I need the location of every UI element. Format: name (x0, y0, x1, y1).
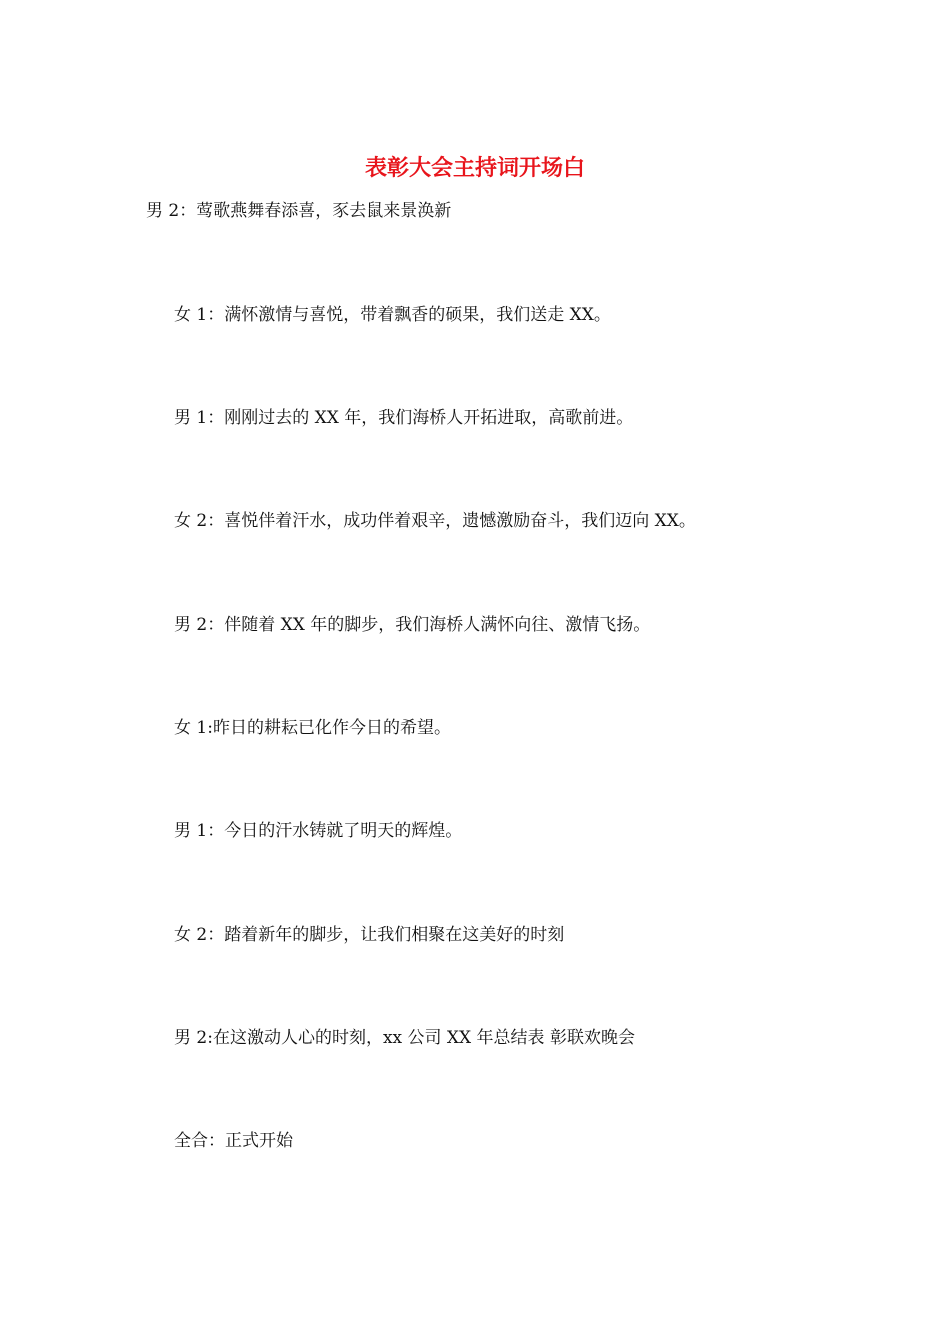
line-text: 刚刚过去的 XX 年，我们海桥人开拓进取，高歌前进。 (224, 408, 634, 428)
speaker-label: 女 1: (174, 718, 213, 738)
speaker-label: 女 2： (174, 511, 225, 531)
line-text: 正式开始 (225, 1131, 293, 1151)
speaker-label: 男 2： (146, 201, 197, 221)
line-text: 今日的汗水铸就了明天的辉煌。 (224, 821, 463, 841)
speaker-label: 男 2： (174, 615, 225, 635)
speaker-label: 女 2： (174, 925, 225, 945)
speaker-label: 全合： (174, 1131, 225, 1151)
script-line (174, 715, 451, 741)
speaker-label: 女 1： (174, 305, 225, 325)
script-line (174, 1128, 293, 1154)
script-line (174, 1025, 635, 1051)
speaker-label: 男 2: (174, 1028, 213, 1048)
line-text: 喜悦伴着汗水，成功伴着艰辛，遗憾激励奋斗，我们迈向 XX。 (224, 511, 696, 531)
script-line (146, 198, 451, 224)
line-text: 莺歌燕舞春添喜，豕去鼠来景涣新 (196, 201, 452, 221)
script-line (174, 818, 462, 844)
line-text: 在这激动人心的时刻，xx 公司 XX 年总结表 彰联欢晚会 (212, 1028, 635, 1048)
document-title: 表彰大会主持词开场白 (364, 155, 585, 181)
speaker-label: 男 1： (174, 408, 225, 428)
speaker-label: 男 1： (174, 821, 225, 841)
script-line (174, 508, 696, 534)
script-line (174, 405, 633, 431)
script-line (174, 612, 650, 638)
line-text: 踏着新年的脚步，让我们相聚在这美好的时刻 (224, 925, 565, 945)
line-text: 满怀激情与喜悦，带着飘香的硕果，我们送走 XX。 (224, 305, 611, 325)
script-line (174, 922, 564, 948)
line-text: 昨日的耕耘已化作今日的希望。 (212, 718, 451, 738)
line-text: 伴随着 XX 年的脚步，我们海桥人满怀向往、激情飞扬。 (224, 615, 651, 635)
script-line (174, 302, 611, 328)
